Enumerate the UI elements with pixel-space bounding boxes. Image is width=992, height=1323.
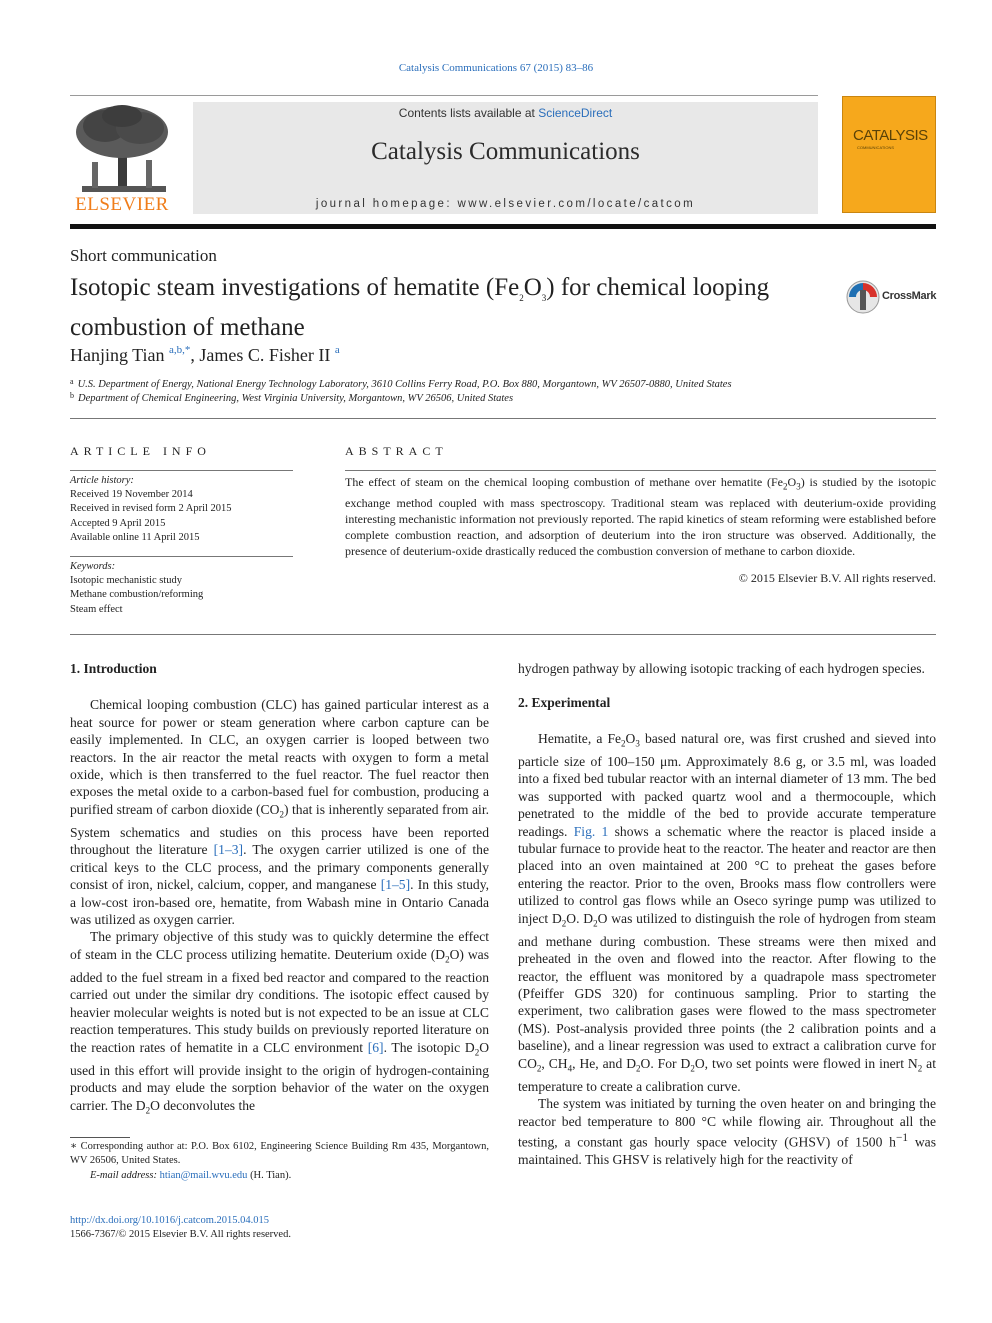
footnote-rule: [70, 1137, 130, 1138]
journal-homepage[interactable]: journal homepage: www.elsevier.com/locate/catcom: [315, 198, 696, 210]
history-entry: Available online 11 April 2015: [70, 531, 200, 543]
author-list: Hanjing Tian $^{a,b,*}$, James C. Fisher II $^a$: [70, 344, 340, 365]
section-heading: 1. Introduction: [70, 661, 157, 676]
affiliation: $^b$ Department of Chemical Engineering, West Virginia University, Morgantown, WV 26506, United States: [70, 391, 514, 404]
corresponding-author-footnote: ∗ Corresponding author at: P.O. Box 6102, Engineering Science Building Rm 435, Morgantown, WV 26506, United States. E-mail address: htian@mail.wvu.edu (H. Tian).: [70, 1141, 489, 1181]
body-right-column: [518, 660, 936, 1168]
figure-link[interactable]: Fig. 1: [573, 823, 609, 839]
abstract-text: The effect of steam on the chemical looping combustion of methane over hematite $(Fe_2O_3)$ is studied by the isotopic exchange method coupled with mass spectroscopy. Traditional steam was replaced with deuterium-oxide providing interesting mechanistic information not previously reported. The rapid kinetics of steam reforming were established before complete combustion reaction, and adsorption of deuterium into the iron structure was observed. Additionally, the presence of deuterium-oxide drastically reduced the combustion conversion of methane to carbon dioxide.: [345, 475, 936, 559]
header-top-rule: [70, 95, 818, 96]
article-info-heading: ARTICLE INFO: [70, 444, 211, 458]
keywords-rule: [70, 556, 293, 557]
crossmark-icon: [846, 280, 880, 314]
history-entry: Accepted 9 April 2015: [70, 517, 166, 529]
abstract-rule: [345, 470, 936, 471]
article-title: Isotopic steam investigations of hematite $(Fe_2O_3)$ for chemical looping combustion of methane: [70, 274, 770, 341]
author-name[interactable]: James C. Fisher II: [199, 345, 331, 365]
cover-subtitle: COMMUNICATIONS: [857, 145, 895, 150]
citation-link[interactable]: [6]: [367, 1039, 384, 1055]
affiliation: $^a$ U.S. Department of Energy, National Energy Technology Laboratory, 3610 Collins Ferry Road, P.O. Box 880, Morgantown, WV 26507-0880, United States: [70, 377, 732, 390]
sciencedirect-link[interactable]: ScienceDirect: [538, 106, 613, 120]
paragraph: Chemical looping combustion (CLC) has gained particular interest as a heat source for power or steam generation where carbon capture can be easily implemented. In CLC, an oxygen carrier is looped between two reactors. In the air reactor the metal reacts with oxygen to form a metal oxide, which is then transferred to the fuel reactor. The fuel reactor then exposes the metal oxide to a carbon-based fuel for combustion, producing a purified stream of carbon dioxide $(CO_2)$ that is inherently separated from air. System schematics and studies on this process have been reported throughout the literature [1–3]. The oxygen carrier utilized is one of the critical keys to the CLC process, and the primary components generally consist of iron, nickel, calcium, copper, and manganese [1–5]. In this study, a low-cost iron-based ore, hematite, from Wabash mine in Ontario Canada was utilized as oxygen carrier.: [70, 697, 490, 927]
article-history: Article history: Received 19 November 2014 Received in revised form 2 April 2015 Accepted 9 April 2015 Available online 11 April 2015: [70, 474, 293, 545]
paragraph: The system was initiated by turning the oven heater on and bringing the reactor bed temperature to 800 °C while flowing air. Throughout all the testing, a constant gas hourly space velocity (GHSV) of 1500 $h^{-1}$ was maintained. This GHSV is relatively high for the reactivity of: [518, 1096, 936, 1167]
body-left-column: [70, 660, 489, 1120]
paragraph: hydrogen pathway by allowing isotopic tracking of each hydrogen species.: [518, 661, 925, 676]
email-link[interactable]: htian@mail.wvu.edu: [159, 1169, 248, 1181]
keyword: Isotopic mechanistic study: [70, 575, 182, 587]
citation-link[interactable]: [1–5]: [380, 877, 411, 893]
publisher-wordmark: ELSEVIER: [75, 194, 169, 215]
info-rule: [70, 470, 293, 471]
header-thick-rule: [70, 224, 936, 229]
paragraph: The primary objective of this study was to quickly determine the effect of steam in the CLC process utilizing hematite. Deuterium oxide $(D_2O)$ was added to the fuel stream in a fixed bed reactor and compared to the reaction carried out under the similar dry conditions. The isotopic effect caused by heavier molecular weights is noted but is not expected to be an issue at CLC reaction temperatures. This study builds on previously reported literature on the reaction rates of hematite in a CLC environment [6]. The isotopic $D_2O$ used in this effort will provide insight to the origin of hydrogen-containing products and may elude the sorption behavior of the water on the oxygen carrier. The $D_2O$ deconvolutes the: [70, 929, 490, 1116]
journal-name: Catalysis Communications: [371, 138, 640, 165]
body-divider: [70, 634, 936, 635]
keywords: Keywords: Isotopic mechanistic study Methane combustion/reforming Steam effect: [70, 560, 293, 617]
author-affiliation-marks[interactable]: a,b,*: [169, 344, 191, 356]
journal-cover-thumbnail[interactable]: [842, 96, 936, 213]
contents-line: Contents lists available at ScienceDirect: [398, 106, 613, 120]
history-entry: Received in revised form 2 April 2015: [70, 503, 232, 515]
keyword: Steam effect: [70, 603, 123, 615]
history-entry: Received 19 November 2014: [70, 489, 193, 501]
issn-copyright: 1566-7367/© 2015 Elsevier B.V. All rights reserved.: [70, 1229, 291, 1240]
article-type: Short communication: [70, 246, 217, 265]
crossmark-badge[interactable]: [846, 280, 941, 314]
title-divider: [70, 418, 936, 419]
cover-title: CATALYSIS: [853, 127, 928, 144]
doi-link[interactable]: http://dx.doi.org/10.1016/j.catcom.2015.04.015: [70, 1215, 270, 1226]
author-affiliation-marks[interactable]: a: [334, 344, 340, 356]
abstract-heading: ABSTRACT: [345, 444, 448, 458]
author-name[interactable]: Hanjing Tian: [70, 345, 165, 365]
abstract-copyright: © 2015 Elsevier B.V. All rights reserved.: [738, 571, 936, 585]
citation-link[interactable]: [1–3]: [213, 842, 244, 858]
journal-reference[interactable]: Catalysis Communications 67 (2015) 83–86: [398, 62, 594, 74]
paragraph: Hematite, a $Fe_2O_3$ based natural ore, was first crushed and sieved into particle size of 100–150 μm. Approximately 8.6 g, or 3.5 ml, was loaded into a fixed bed tubular reactor with an internal diameter of 13 mm. The bed was supported with packed quartz wool and a thermocouple, which penetrated to the middle of the bed to provide accurate temperature readings. Fig. 1 shows a schematic where the reactor is placed inside a tubular furnace to provide heat to the reactor. The heater and reactor are then placed into an oven maintained at 200 °C to preheat the gases before entering the reactor. Prior to the oven, Brooks mass flow controllers were utilized to control gas flows while an Oseco syringe pump was utilized to inject $D_2O$. $D_2O$ was utilized to distinguish the role of hydrogen from steam and methane during combustion. These streams were then mixed and preheated in the oven and flowed into the reactor. After flowing to the reactor, the effluent was monitored by a quadrapole mass spectrometer (Pfeiffer GDS 320) for continuous sampling. Prior to starting the experiment, two calibration gases were flowed to the mass spectrometer (MS). Post-analysis provided three points (the 2 calibration points and a baseline), and a linear regression was used to extract a calibration curve for $CO_2$, $CH_4$, He, and $D_2O$. For $D_2O$, two set points were flowed in inert $N_2$ at temperature to create a calibration curve.: [518, 730, 936, 1094]
tree-icon: [70, 104, 174, 194]
section-heading: 2. Experimental: [518, 695, 611, 711]
keyword: Methane combustion/reforming: [70, 589, 204, 601]
crossmark-label: CrossMark: [882, 290, 937, 302]
